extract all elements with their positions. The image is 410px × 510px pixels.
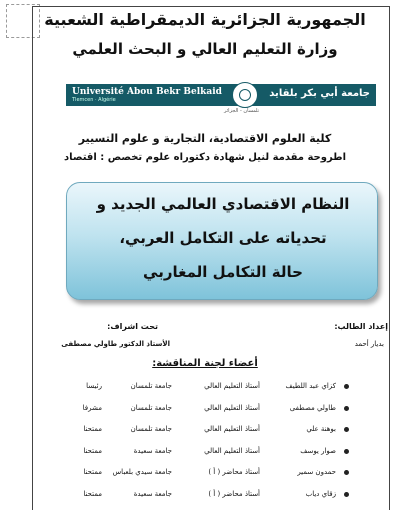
supervisor-name: الأستاذ الدكتور طاولي مصطفى — [61, 340, 170, 348]
committee-member-row — [0, 447, 410, 461]
committee-member-row — [0, 404, 410, 418]
member-name: بوهنة علي — [306, 425, 336, 433]
member-role: ممتحنا — [83, 425, 102, 433]
committee-member-row — [0, 382, 410, 396]
member-role: ممتحنا — [83, 489, 102, 498]
member-rank: أستاذ التعليم العالي — [204, 425, 260, 433]
bullet-icon — [344, 384, 349, 389]
member-rank: أستاذ التعليم العالي — [204, 446, 260, 455]
member-institution: جامعة تلمسان — [130, 382, 172, 390]
university-city-latin: Tlemcen · Algérie — [72, 97, 116, 103]
republic-heading: الجمهورية الجزائرية الديمقراطية الشعبية — [44, 10, 366, 29]
thesis-title-line-2: تحدياته على التكامل العربي، — [119, 229, 327, 247]
bullet-icon — [344, 470, 349, 475]
university-name-arabic: جامعة أبي بكر بلقايد — [269, 88, 370, 99]
member-rank: أستاذ التعليم العالي — [204, 382, 260, 390]
member-institution: جامعة تلمسان — [130, 403, 172, 412]
member-institution: جامعة سيدي بلعباس — [112, 468, 172, 476]
bullet-icon — [344, 427, 349, 432]
member-rank: أستاذ التعليم العالي — [204, 403, 260, 412]
committee-member-row — [0, 468, 410, 482]
member-role: ممتحنا — [83, 468, 102, 476]
thesis-note: اطروحة مقدمة لنيل شهادة دكتوراه علوم تخصص : اقتصاد — [63, 152, 347, 163]
member-name: طاولي مصطفى — [289, 403, 336, 412]
ministry-heading: وزارة التعليم العالي و البحث العلمي — [72, 40, 338, 58]
member-name: زقاي دياب — [305, 489, 336, 498]
university-name-latin: Université Abou Bekr Belkaid — [72, 87, 222, 97]
university-seal-icon — [232, 82, 258, 108]
member-institution: جامعة سعيدة — [133, 489, 172, 498]
member-role: مشرفا — [82, 403, 102, 412]
committee-title: أعضاء لجنة المناقشة: — [152, 358, 258, 369]
member-role: ممتحنا — [83, 446, 102, 455]
member-rank: أستاذ محاضر ( أ ) — [208, 468, 260, 476]
committee-member-row — [0, 490, 410, 504]
committee-member-row — [0, 425, 410, 439]
bullet-icon — [344, 449, 349, 454]
member-institution: جامعة تلمسان — [130, 425, 172, 433]
seal-caption: تلمسان - الجزائر — [224, 108, 260, 114]
member-institution: جامعة سعيدة — [133, 446, 172, 455]
student-name: بديار أحمد — [354, 340, 384, 348]
supervision-label: تحت اشراف: — [107, 322, 158, 331]
member-role: رئيسا — [86, 382, 102, 390]
thesis-title-line-1: النظام الاقتصادي العالمي الجديد و — [96, 195, 350, 213]
member-name: كزاي عبد اللطيف — [285, 382, 336, 390]
thesis-title-box — [66, 182, 378, 300]
prepared-by-label: إعداد الطالب: — [334, 322, 388, 331]
bullet-icon — [344, 406, 349, 411]
member-name: صوار يوسف — [300, 446, 336, 455]
thesis-title-line-3: حالة التكامل المغاربي — [143, 263, 303, 281]
member-rank: أستاذ محاضر ( أ ) — [208, 489, 260, 498]
university-banner — [66, 84, 376, 106]
faculty-name: كلية العلوم الاقتصادية، التجارية و علوم التسيير — [78, 132, 332, 145]
bullet-icon — [344, 492, 349, 497]
member-name: حمدون سمير — [297, 468, 336, 476]
